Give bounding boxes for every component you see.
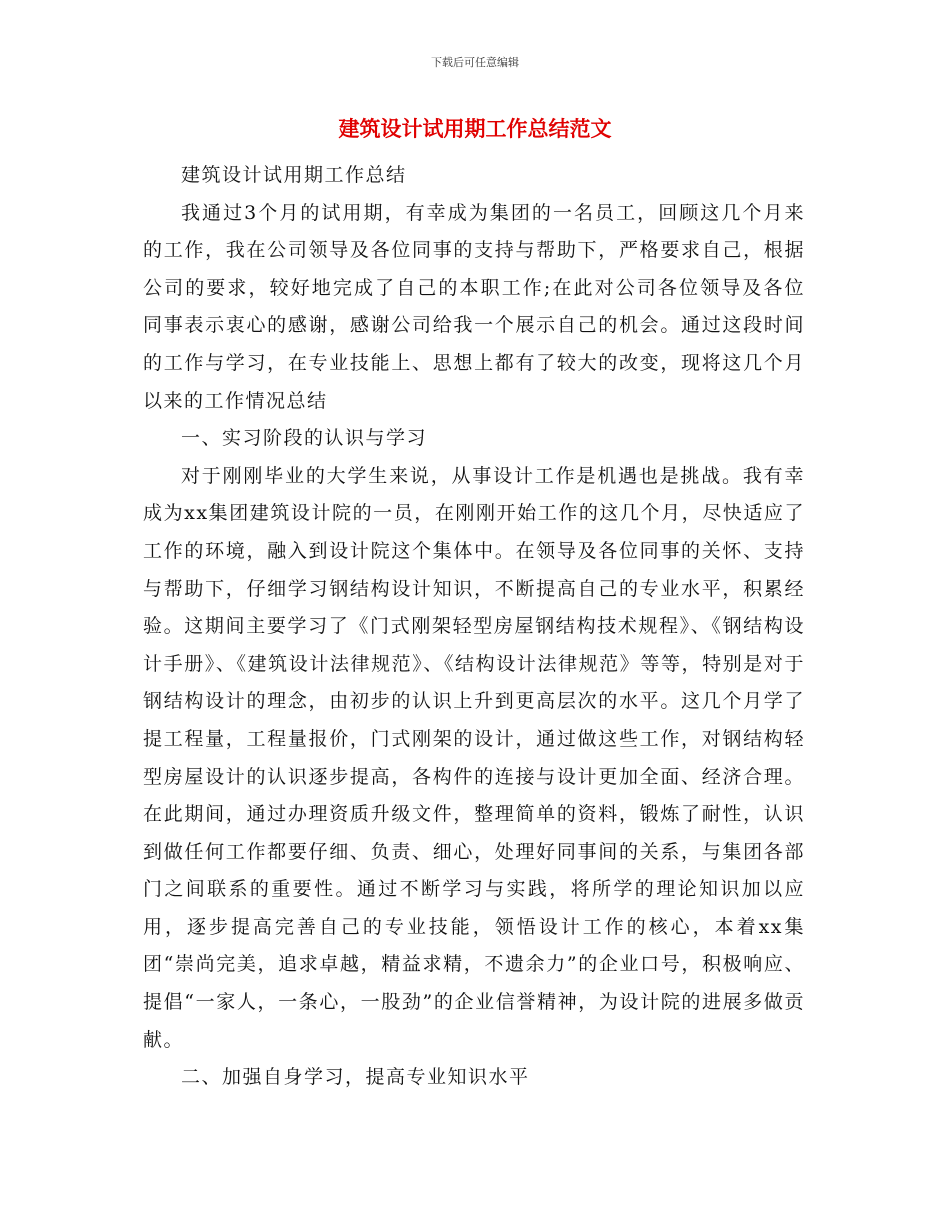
section-heading-1: 一、实习阶段的认识与学习 [181,427,428,450]
paragraph-section-1: 对于刚刚毕业的大学生来说，从事设计工作是机遇也是挑战。我有幸成为xx集团建筑设计院的一员，在刚刚开始工作的这几个月，尽快适应了工作的环境，融入到设计院这个集体中。在领导及各位同事的关怀、支持与帮助下，仔细学习钢结构设计知识，不断提高自己的专业水平，积累经验。这期间主要学习了《门式刚架轻型房屋钢结构技术规程》、《钢结构设计手册》、《建筑设计法律规范》、《结构设计法律规范》等等，特别是对于钢结构设计的理念，由初步的认识上升到更高层次的水平。这几个月学了提工程量，工程量报价，门式刚架的设计，通过做这些工作，对钢结构轻型房屋设计的认识逐步提高，各构件的连接与设计更加全面、经济合理。在此期间，通过办理资质升级文件，整理简单的资料，锻炼了耐性，认识到做任何工作都要仔细、负责、细心，处理好同事间的关系，与集团各部门之间联系的重要性。通过不断学习与实践，将所学的理论知识加以应用，逐步提高完善自己的专业技能，领悟设计工作的核心，本着xx集团“崇尚完美，追求卓越，精益求精，不遗余力”的企业口号，积极响应、提倡“一家人，一条心，一股劲”的企业信誉精神，为设计院的进展多做贡献。 [143,464,805,1051]
section-heading-2: 二、加强自身学习，提高专业知识水平 [181,1066,530,1089]
paragraph-intro: 我通过3个月的试用期，有幸成为集团的一名员工，回顾这几个月来的工作，我在公司领导及各位同事的支持与帮助下，严格要求自己，根据公司的要求，较好地完成了自己的本职工作;在此对公司各位领导及各位同事表示衷心的感谢，感谢公司给我一个展示自己的机会。通过这段时间的工作与学习，在专业技能上、思想上都有了较大的改变，现将这几个月以来的工作情况总结 [143,201,805,412]
document-title: 建筑设计试用期工作总结范文 [338,117,612,141]
paragraph-subtitle: 建筑设计试用期工作总结 [181,164,407,186]
document-body [143,157,805,1097]
page-header: 下载后可任意编辑 [431,56,519,69]
